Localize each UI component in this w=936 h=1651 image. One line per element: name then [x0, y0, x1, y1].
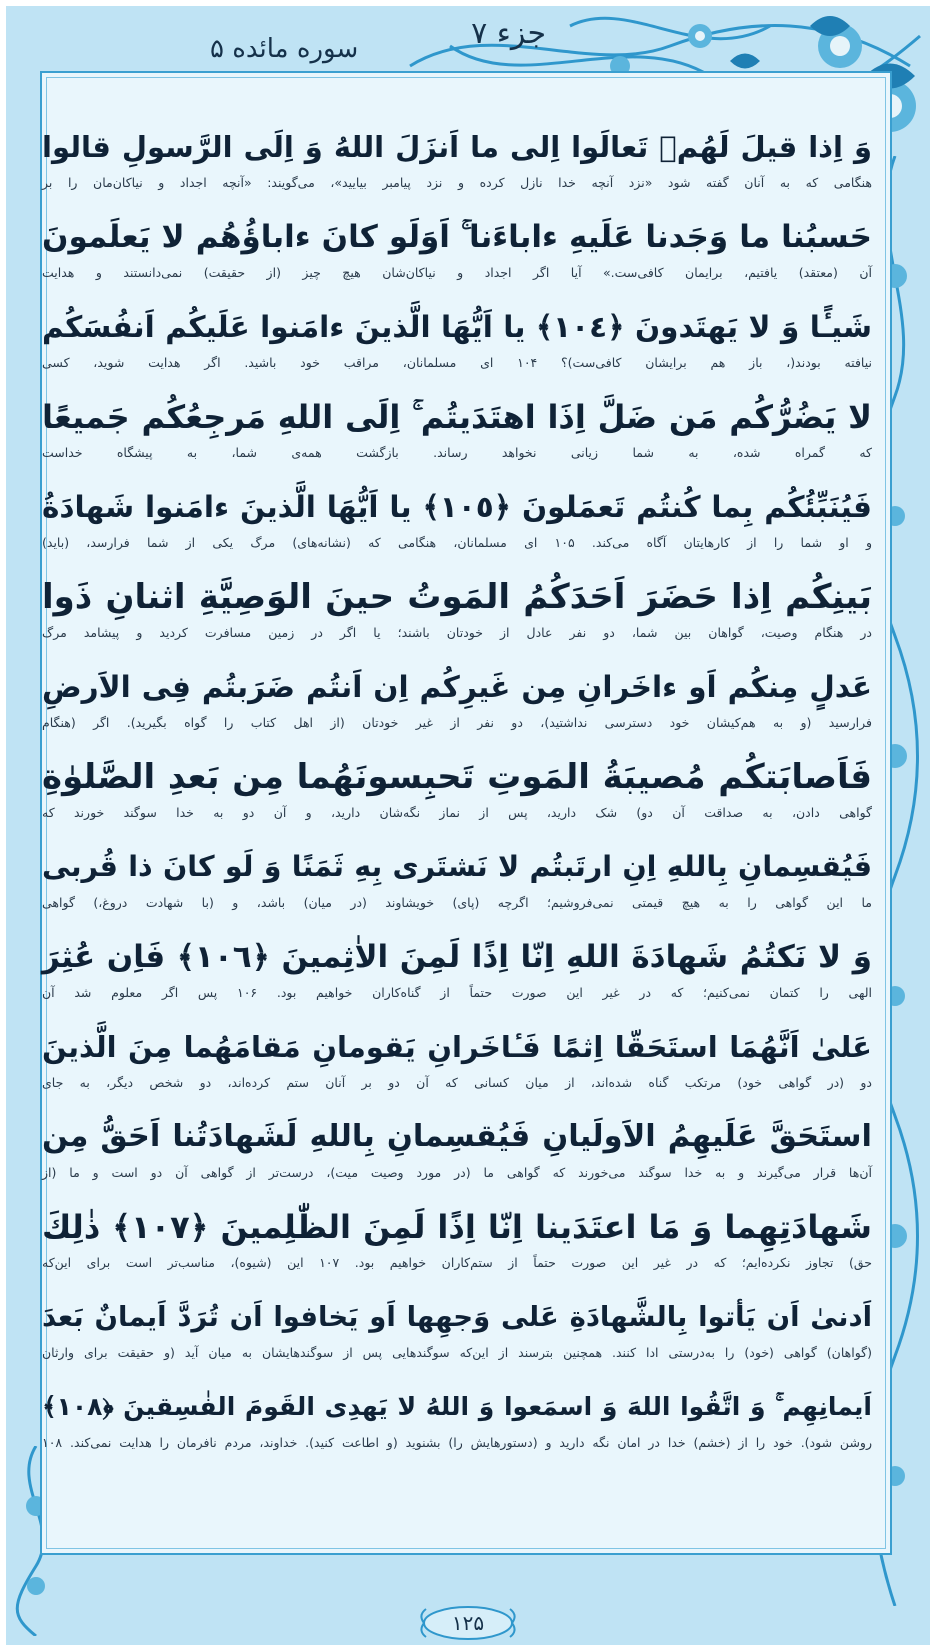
translation-text: که گمراه شده، به شما زیانی نخواهد رساند. بازگشت همه‌ی شما، به پیشگاه خداست [42, 445, 872, 460]
arabic-text: فَيُنَبِّئُكُم بِما كُنتُم تَعمَلونَ ﴿١٠٥﴾ يا اَيُّهَا الَّذينَ ءامَنوا شَهادَةُ [42, 490, 872, 524]
verse-line [42, 660, 872, 750]
page-header [0, 12, 936, 62]
translation-text: ما این گواهی را به هیچ قیمتی نمی‌فروشیم؛ اگرچه (پای) خویشاوند (در میان) باشد، و (با شهادت دروغ،) گواهی [42, 895, 872, 910]
verse-line [42, 930, 872, 1020]
arabic-text: شَيـًٔا وَ لا يَهتَدونَ ﴿١٠٤﴾ يا اَيُّهَا الَّذينَ ءامَنوا عَلَيكُم اَنفُسَكُم [42, 310, 873, 344]
verse-line [42, 120, 872, 210]
translation-text: هنگامی که به آنان گفته شود «نزد آنچه خدا نازل کرده و نزد پیامبر بیایید»، می‌گویند: «آنچه اجداد و نیاکان‌مان را بر [42, 175, 872, 190]
translation-text: فرارسید (و به هم‌کیشان خود دسترسی نداشتید)، دو نفر از غیر خودتان (از اهل کتاب را گواه بگیرید). اگر (هنگام [42, 715, 872, 730]
arabic-text: وَ لا نَكتُمُ شَهادَةَ اللهِ اِنّا اِذًا لَمِنَ الاٰثِمينَ ﴿١٠٦﴾ فَاِن عُثِرَ [42, 939, 872, 975]
arabic-text: عَلىٰ اَنَّهُمَا استَحَقّا اِثمًا فَـٔاخَرانِ يَقومانِ مَقامَهُما مِنَ الَّذينَ [42, 1030, 872, 1064]
arabic-text: بَينِكُم اِذا حَضَرَ اَحَدَكُمُ المَوتُ حينَ الوَصِيَّةِ اثنانِ ذَوا [42, 577, 872, 617]
translation-text: گواهی دادن، به صداقت آن دو) شک دارید، پس از نماز نگه‌شان دارید، و آن دو به خدا سوگند خورند که [42, 805, 872, 820]
verse-line [42, 570, 872, 660]
arabic-text: عَدلٍ مِنكُم اَو ءاخَرانِ مِن غَيرِكُم اِن اَنتُم ضَرَبتُم فِى الاَرضِ [42, 670, 872, 704]
verse-line [42, 840, 872, 930]
translation-text: الهی را کتمان نمی‌کنیم؛ که در غیر این صورت حتماً از گناه‌کاران خواهیم بود. ۱۰۶ پس اگر معلوم شد آن [42, 985, 872, 1000]
arabic-text: اَيمانِهِم ۚ وَ اتَّقُوا اللهَ وَ اسمَعوا وَ اللهُ لا يَهدِى القَومَ الفٰسِقينَ ﴿١٠٨﴾ [42, 1392, 872, 1421]
verse-lines [42, 120, 872, 1470]
verse-line [42, 390, 872, 480]
translation-text: دو (در گواهی خود) مرتکب گناه شده‌اند، از میان کسانی که آن دو بر آنان ستم کرده‌اند، دو شخص دیگر، به جای [42, 1075, 872, 1090]
arabic-text: استَحَقَّ عَلَيهِمُ الاَولَيانِ فَيُقسِمانِ بِاللهِ لَشَهادَتُنا اَحَقُّ مِن [42, 1119, 872, 1154]
verse-line [42, 210, 872, 300]
arabic-text: فَاَصابَتكُم مُصيبَةُ المَوتِ تَحبِسونَهُما مِن بَعدِ الصَّلوٰةِ [42, 757, 872, 797]
translation-text: روشن شود). خود را از (خشم) خدا در امان نگه دارید و (دستورهایش را) بشنوید (و اطاعت کنید). خداوند، مردم نافرمان را هدایت نمی‌کند. ۱۰۸ [42, 1435, 872, 1450]
translation-text: در هنگام وصیت، گواهان بین شما، دو نفر عادل از خودتان باشند؛ یا اگر در زمین مسافرت کردید و پیشامد مرگ [42, 625, 872, 640]
verse-line [42, 300, 872, 390]
arabic-text: شَهادَتِهِما وَ مَا اعتَدَينا اِنّا اِذًا لَمِنَ الظّٰلِمينَ ﴿١٠٧﴾ ذٰلِكَ [42, 1208, 873, 1246]
arabic-text: لا يَضُرُّكُم مَن ضَلَّ اِذَا اهتَدَيتُم ۚ اِلَى اللهِ مَرجِعُكُم جَميعًا [42, 398, 872, 436]
translation-text: و او شما را از کارهایتان آگاه می‌کند. ۱۰۵ ای مسلمانان، هنگامی که (نشانه‌های) مرگ یکی از شما فرارسد، (باید) [42, 535, 872, 550]
verse-line [42, 480, 872, 570]
verse-line [42, 1110, 872, 1200]
verse-line [42, 1380, 872, 1470]
arabic-text: اَدنىٰ اَن يَأتوا بِالشَّهادَةِ عَلى وَجهِها اَو يَخافوا اَن تُرَدَّ اَيمانٌ بَعدَ [42, 1301, 872, 1333]
translation-text: نیافته بودند(، باز هم برایشان کافی‌ست)؟ ۱۰۴ ای مسلمانان، مراقب خود باشید. اگر هدایت شوید، کسی [42, 355, 872, 370]
arabic-text: فَيُقسِمانِ بِاللهِ اِنِ ارتَبتُم لا نَشتَرى بِهِ ثَمَنًا وَ لَو كانَ ذا قُربى [42, 850, 872, 883]
surah-label: سوره مائده ۵ [210, 34, 359, 64]
verse-line [42, 750, 872, 840]
verse-line [42, 1020, 872, 1110]
translation-text: (گواهان) گواهی (خود) را به‌درستی ادا کنند. همچنین بترسند از این‌که سوگندهایی پس از سوگندهایشان به میان آید (و حقیقت برای وارثان [42, 1345, 872, 1360]
page-number: ۱۲۵ [451, 1611, 485, 1635]
translation-text: حق) تجاوز نکرده‌ایم؛ که در غیر این صورت حتماً از ستم‌کاران خواهیم بود. ۱۰۷ این (شیوه)، مناسب‌تر است برای این‌که [42, 1255, 872, 1270]
translation-text: آن (معتقد) یافتیم، برایمان کافی‌ست.» آیا اگر اجداد و نیاکان‌شان هیچ چیز (از حقیقت) نمی‌دانستند و هدایت [42, 265, 872, 280]
verse-line [42, 1290, 872, 1380]
arabic-text: وَ اِذا قيلَ لَهُمۡ تَعالَوا اِلى ما اَنزَلَ اللهُ وَ اِلَى الرَّسولِ قالوا [42, 130, 872, 164]
translation-text: آن‌ها قرار می‌گیرند و به خدا سوگند می‌خورند که گواهی ما (در مورد وصیت میت)، درست‌تر از گواهی آن دو است و ما (از [42, 1165, 872, 1180]
page-number-badge [418, 1604, 518, 1642]
arabic-text: حَسبُنا ما وَجَدنا عَلَيهِ ءاباءَنا ۚ اَوَلَو كانَ ءاباؤُهُم لا يَعلَمونَ [42, 219, 872, 255]
verse-line [42, 1200, 872, 1290]
juz-label: جزء ۷ [471, 16, 546, 51]
